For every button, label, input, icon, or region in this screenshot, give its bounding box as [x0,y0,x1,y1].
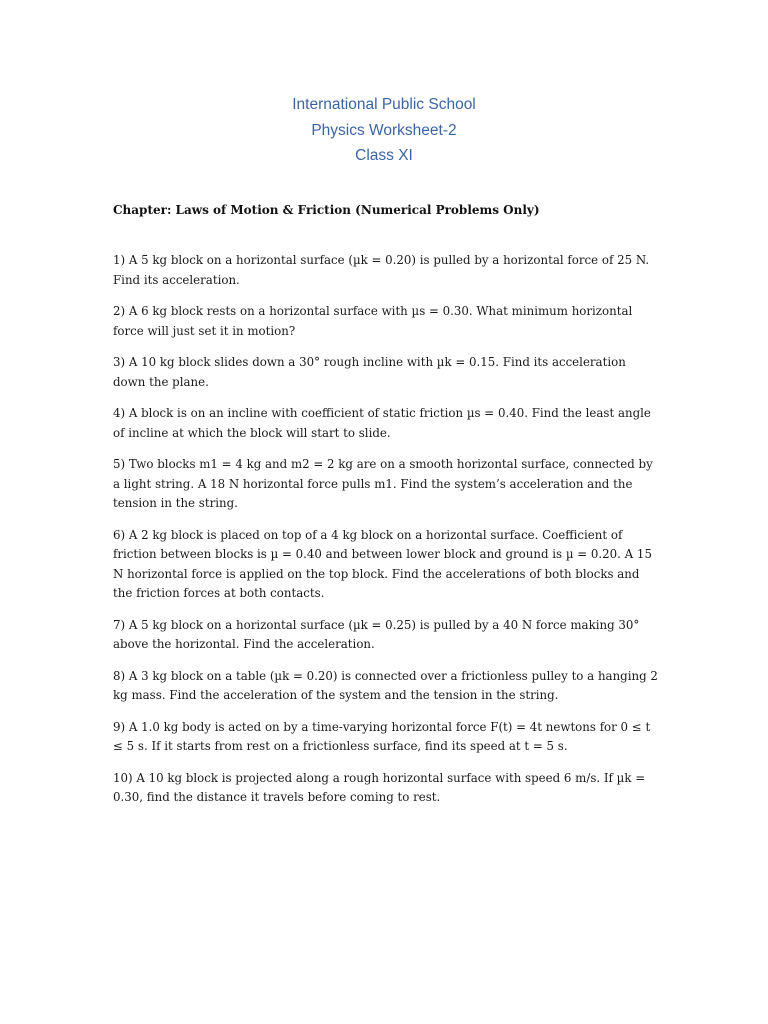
question-10: 10) A 10 kg block is projected along a rough horizontal surface with speed 6 m/s. If µk = 0.30, find the distance it travels before coming to rest. [113,770,646,804]
question-list [113,251,658,820]
class-label: Class XI [355,147,413,164]
question-6: 6) A 2 kg block is placed on top of a 4 kg block on a horizontal surface. Coefficient of friction between blocks is µ = 0.40 and between lower block and ground is µ = 0.20. A 15 N horizontal force is applied on the top block. Find the accelerations of both blocks and the friction forces at both contacts. [113,527,652,600]
question-7: 7) A 5 kg block on a horizontal surface (µk = 0.25) is pulled by a 40 N force making 30° above the horizontal. Find the acceleration. [113,617,640,651]
school-name: International Public School [292,96,476,113]
question-1: 1) A 5 kg block on a horizontal surface (µk = 0.20) is pulled by a horizontal force of 25 N. Find its acceleration. [113,253,650,287]
question-8: 8) A 3 kg block on a table (µk = 0.20) is connected over a frictionless pulley to a hanging 2 kg mass. Find the acceleration of the system and the tension in the string. [113,668,658,702]
worksheet-title: Physics Worksheet-2 [311,121,457,139]
question-4: 4) A block is on an incline with coefficient of static friction µs = 0.40. Find the least angle of incline at which the block will start to slide. [113,406,651,440]
question-5: 5) Two blocks m1 = 4 kg and m2 = 2 kg are on a smooth horizontal surface, connected by a light string. A 18 N horizontal force pulls m1. Find the system’s acceleration and the tension in the string. [113,457,653,510]
question-2: 2) A 6 kg block rests on a horizontal surface with µs = 0.30. What minimum horizontal force will just set it in motion? [113,304,633,338]
chapter-heading: Chapter: Laws of Motion & Friction (Numerical Problems Only) [113,203,540,217]
worksheet-header [0,92,768,169]
question-9: 9) A 1.0 kg body is acted on by a time-varying horizontal force F(t) = 4t newtons for 0 ≤ t ≤ 5 s. If it starts from rest on a frictionless surface, find its speed at t = 5 s. [113,719,651,753]
question-3: 3) A 10 kg block slides down a 30° rough incline with µk = 0.15. Find its acceleration down the plane. [113,355,626,389]
